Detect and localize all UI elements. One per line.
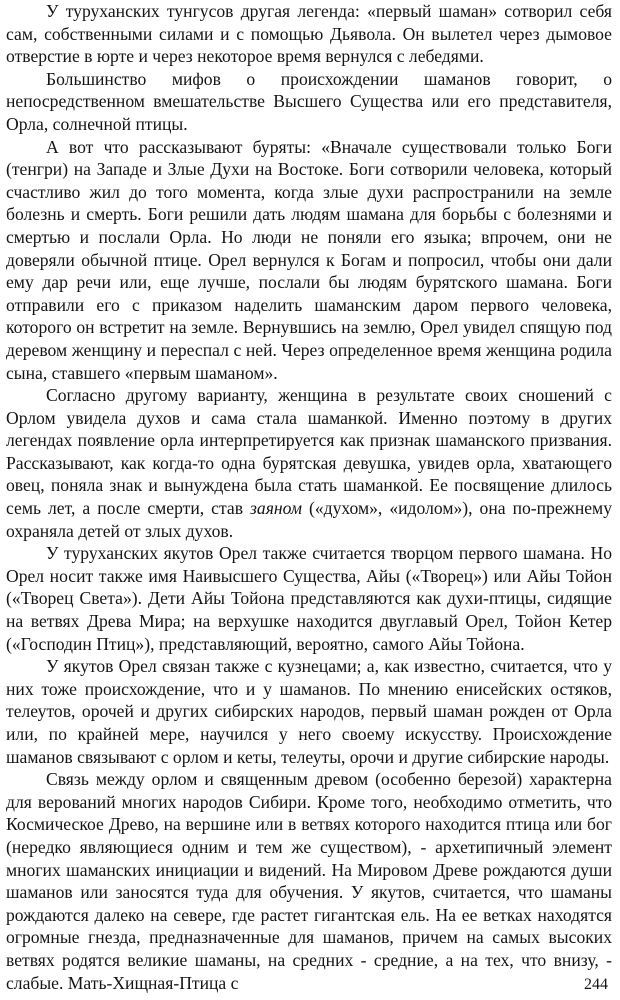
page-body — [6, 0, 612, 994]
paragraph-7: Связь между орлом и священным древом (особенно березой) характерна для верований многих народов Сибири. Кроме того, необходимо отметить, что Космическое Древо, на вершине или в ветвях которого находится птица или бог (нередко являющиеся одним и тем же существом), - архетипичный элемент многих шаманских инициации и видений. На Мировом Древе рождаются души шаманов или заносятся туда для обучения. У якутов, считается, что шаманы рождаются далеко на севере, где растет гигантская ель. На ее ветках находятся огромные гнезда, предназначенные для шаманов, причем на самых высоких ветвях родятся великие шаманы, на средних - средние, а на тех, что внизу, - слабые. Мать-Хищная-Птица с — [6, 769, 612, 993]
paragraph-5: У туруханских якутов Орел также считается творцом первого шамана. Но Орел носит также имя Наивысшего Существа, Айы («Творец») или Айы Тойон («Творец Света»). Дети Айы Тойона представляются как духи-птицы, сидящие на ветвях Древа Мира; на верхушке находится двуглавый Орел, Тойон Кетер («Господин Птиц»), представляющий, вероятно, самого Айы Тойона. — [6, 543, 612, 654]
paragraph-1: У туруханских тунгусов другая легенда: «первый шаман» сотворил себя сам, собственными силами и с помощью Дьявола. Он вылетел через дымовое отверстие в юрте и через некоторое время вернулся с лебедями. — [6, 1, 612, 67]
paragraph-4-text-before: Согласно другому варианту, женщина в результате своих сношений с Орлом увидела духов и сама стала шаманкой. Именно поэтому в других легендах появление орла интерпретируется как признак шаманского призвания. Рассказывают, как когда-то одна бурятская девушка, увидев орла, хватающего овец, поняла знак и вынуждена была стать шаманкой. Ее посвящение длилось семь лет, а после смерти, став — [6, 385, 612, 519]
paragraph-4-italic-word: заяном — [250, 498, 302, 519]
paragraph-4-text-after: («духом», «идолом»), она по-прежнему охраняла детей от злых духов. — [6, 498, 612, 541]
paragraph-4 — [6, 384, 612, 542]
paragraph-3: А вот что рассказывают буряты: «Вначале существовали только Боги (тенгри) на Западе и Злые Духи на Востоке. Боги сотворили человека, который счастливо жил до того момента, когда злые духи распространили на земле болезнь и смерть. Боги решили дать людям шамана для борьбы с болезнями и смертью и послали Орла. Но люди не поняли его языка; впрочем, они не доверяли обычной птице. Орел вернулся к Богам и попросил, чтобы они дали ему дар речи или, еще лучше, послали бы людям бурятского шамана. Боги отправили его с приказом наделить шаманским даром первого человека, которого он встретит на земле. Вернувшись на землю, Орел увидел спящую под деревом женщину и переспал с ней. Через определенное время женщина родила сына, ставшего «первым шаманом». — [6, 136, 612, 383]
page-number: 244 — [584, 976, 608, 993]
paragraph-6: У якутов Орел связан также с кузнецами; а, как известно, считается, что у них тоже происхождение, что и у шаманов. По мнению енисейских остяков, телеутов, орочей и других сибирских народов, первый шаман рожден от Орла или, по крайней мере, научился у него своему искусству. Происхождение шаманов связывают с орлом и кеты, телеуты, орочи и другие сибирские народы. — [6, 656, 612, 767]
paragraph-2: Большинство мифов о происхождении шаманов говорит, о непосредственном вмешательстве Высшего Существа или его представителя, Орла, солнечной птицы. — [6, 68, 612, 134]
